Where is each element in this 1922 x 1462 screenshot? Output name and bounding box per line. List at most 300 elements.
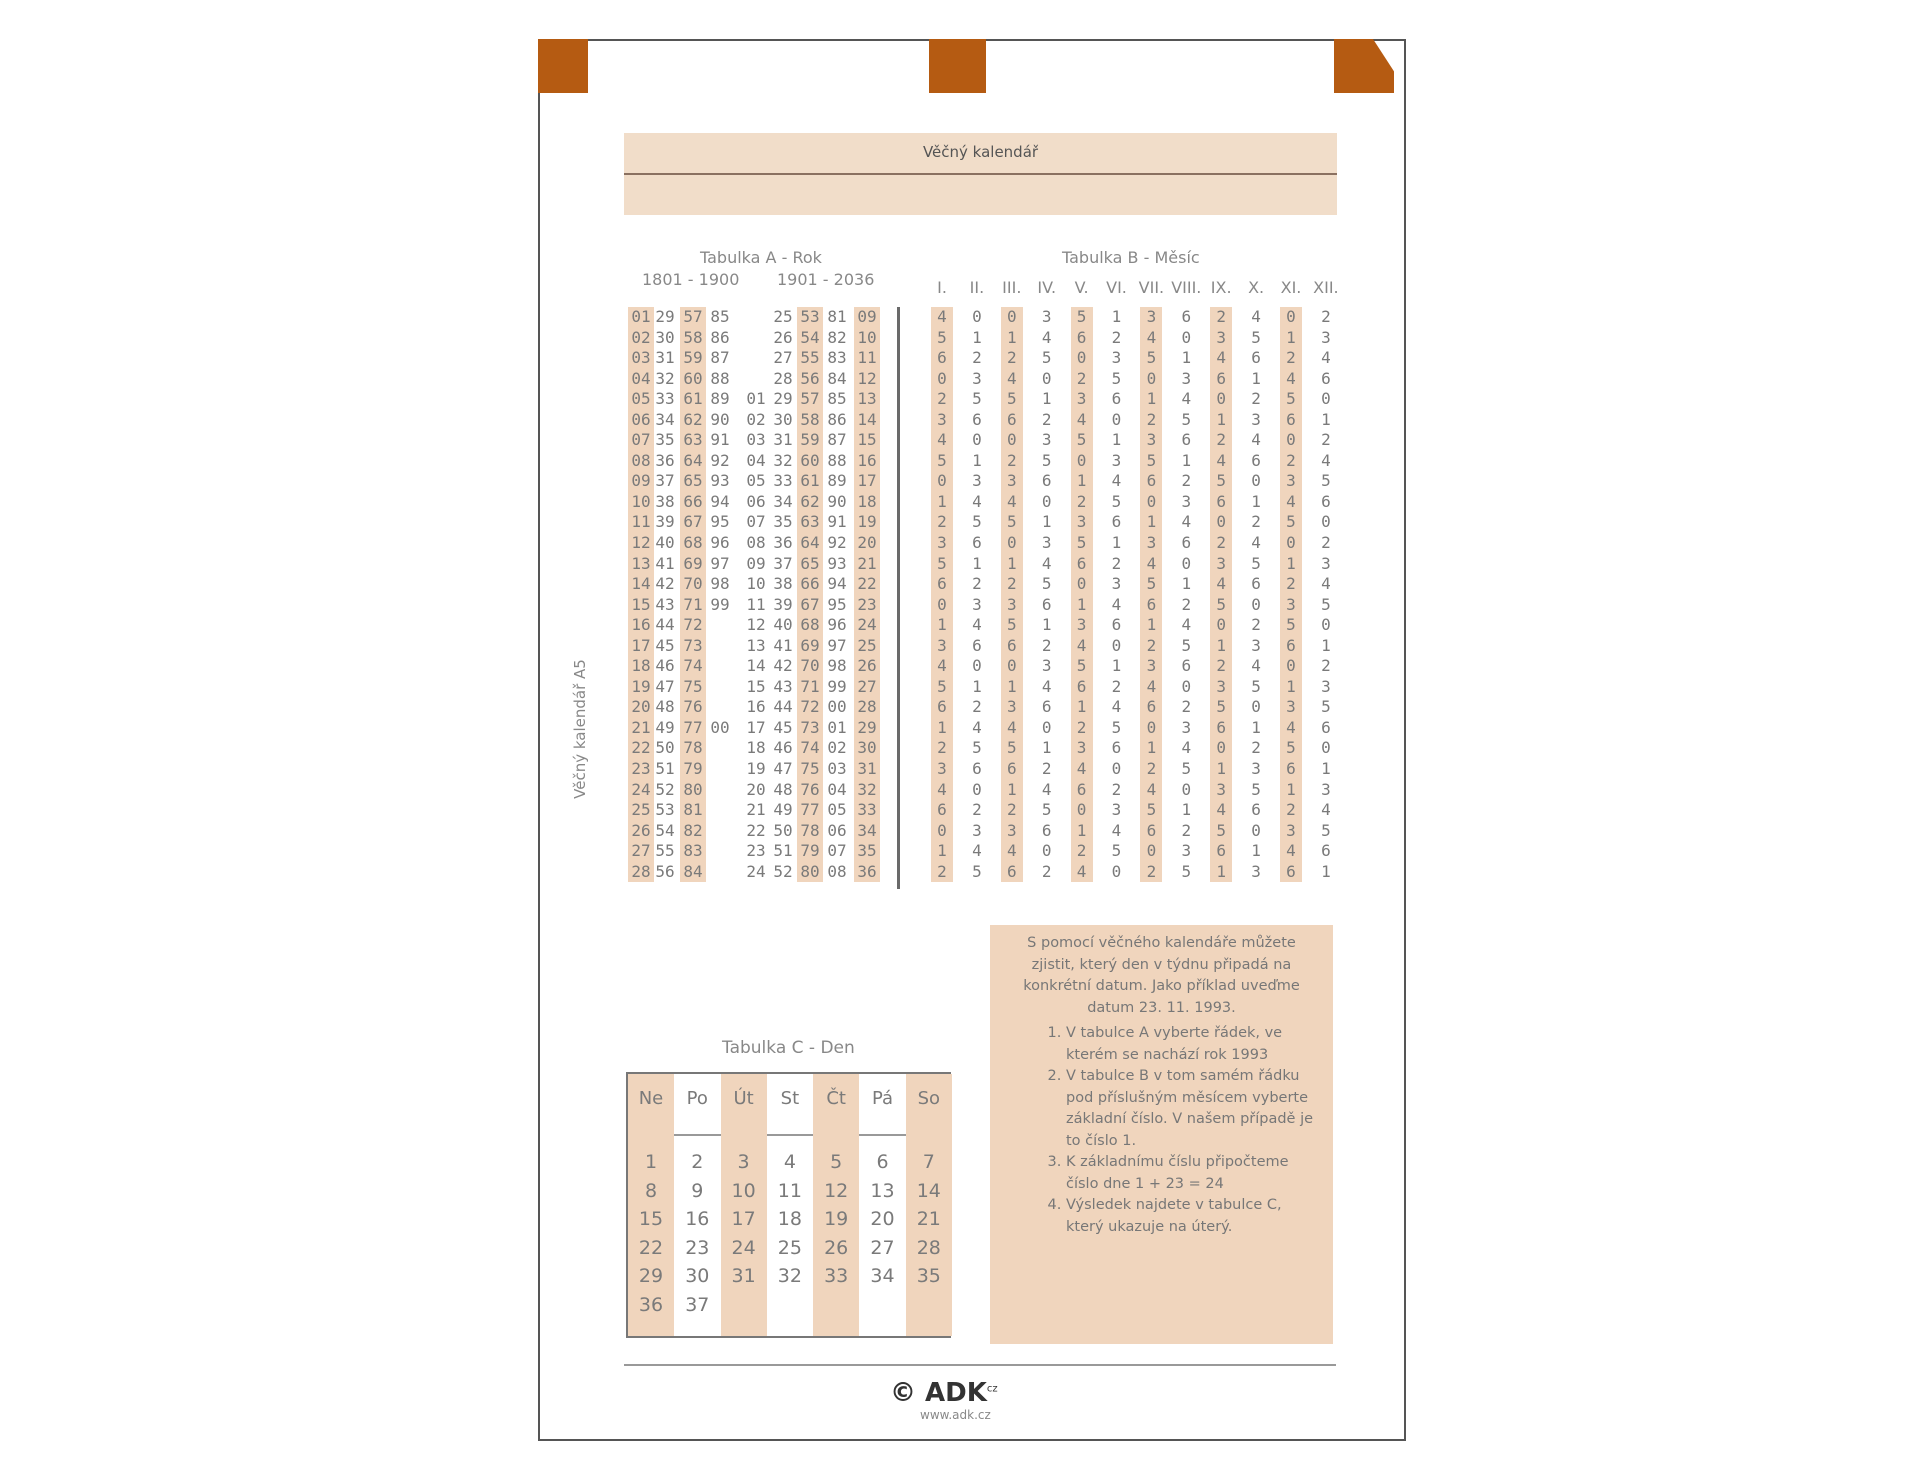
table-cell: 93 <box>827 553 847 573</box>
table-cell: 00 <box>827 697 847 717</box>
day-number: 6 <box>876 1151 889 1173</box>
table-cell: 1 <box>1006 553 1017 573</box>
month-header: VI. <box>1106 278 1127 297</box>
table-cell: 6 <box>1076 779 1087 799</box>
day-values <box>721 1148 767 1319</box>
table-cell: 35 <box>655 430 675 450</box>
table-cell: 1 <box>1076 697 1087 717</box>
table-cell: 47 <box>773 759 793 779</box>
table-divider <box>897 307 900 889</box>
day-number: 23 <box>685 1236 710 1259</box>
table-cell: 2 <box>1181 594 1192 614</box>
table-cell: 5 <box>1321 820 1331 840</box>
table-cell: 5 <box>1251 553 1261 573</box>
table-cell: 0 <box>1251 820 1261 840</box>
table-cell: 98 <box>827 656 847 676</box>
table-cell: 0 <box>972 307 982 326</box>
table-cell: 41 <box>773 635 793 655</box>
table-cell: 1 <box>1111 430 1122 450</box>
table-cell: 86 <box>827 409 847 429</box>
table-cell: 1 <box>1321 635 1331 655</box>
table-cell: 6 <box>1041 820 1052 840</box>
table-cell: 1 <box>937 491 947 511</box>
table-cell: 2 <box>1251 615 1261 635</box>
table-cell: 2 <box>1006 450 1017 470</box>
month-header: V. <box>1074 278 1089 297</box>
table-cell: 70 <box>800 656 820 676</box>
table-cell: 5 <box>1251 779 1261 799</box>
table-cell: 82 <box>827 327 847 347</box>
table-cell: 5 <box>1006 389 1017 409</box>
table-cell: 43 <box>773 676 793 696</box>
table-cell: 2 <box>972 800 982 820</box>
table-cell: 6 <box>1251 348 1261 368</box>
table-a-column <box>743 307 769 882</box>
table-cell: 80 <box>683 779 703 799</box>
table-cell: 0 <box>1146 841 1157 861</box>
table-cell: 07 <box>827 841 847 861</box>
table-cell: 11 <box>857 348 877 368</box>
table-cell: 6 <box>1216 368 1226 388</box>
table-cell: 45 <box>773 717 793 737</box>
table-cell: 5 <box>1146 348 1157 368</box>
day-number: 21 <box>916 1208 941 1230</box>
table-cell: 65 <box>800 553 820 573</box>
table-cell: 65 <box>683 471 703 491</box>
table-cell: 2 <box>1251 738 1261 758</box>
table-cell: 10 <box>631 491 651 511</box>
table-cell: 5 <box>937 450 947 470</box>
table-cell: 5 <box>1111 841 1122 861</box>
table-cell: 1 <box>1076 471 1087 491</box>
table-cell: 6 <box>1321 368 1331 388</box>
table-cell: 5 <box>1041 574 1052 594</box>
table-c-day-column <box>860 1074 906 1336</box>
table-cell: 3 <box>1076 615 1087 635</box>
table-cell: 1 <box>1006 779 1017 799</box>
table-cell: 56 <box>800 368 820 388</box>
table-cell: 5 <box>1181 635 1192 655</box>
table-cell: 55 <box>800 348 820 368</box>
table-cell: 1 <box>1286 779 1296 799</box>
table-cell: 4 <box>937 307 947 326</box>
table-cell: 1 <box>1251 491 1261 511</box>
table-cell: 28 <box>631 861 651 881</box>
table-cell: 29 <box>773 389 793 409</box>
table-cell: 1 <box>1286 327 1296 347</box>
table-cell: 4 <box>1216 450 1226 470</box>
logo-sup: cz <box>986 1383 998 1395</box>
table-cell: 10 <box>746 574 766 594</box>
table-cell: 18 <box>631 656 651 676</box>
table-cell: 4 <box>937 430 947 450</box>
day-number: 7 <box>922 1151 935 1173</box>
table-cell: 55 <box>655 841 675 861</box>
table-cell: 5 <box>1286 738 1296 758</box>
table-cell: 6 <box>1286 759 1296 779</box>
table-cell: 1 <box>1251 368 1261 388</box>
table-cell: 2 <box>1146 409 1157 429</box>
table-cell: 5 <box>1251 676 1261 696</box>
table-cell: 3 <box>1146 656 1157 676</box>
table-cell: 0 <box>1286 307 1296 326</box>
table-cell: 23 <box>746 841 766 861</box>
table-a-column <box>707 307 733 882</box>
table-cell: 85 <box>710 307 730 326</box>
table-cell: 0 <box>937 471 947 491</box>
instructions-intro: S pomocí věčného kalendáře můžete zjistit, který den v týdnu připadá na konkrétní datum. Jako příklad uveďme datum 23. 11. 1993. <box>1023 935 1300 1016</box>
table-cell: 2 <box>1041 759 1052 779</box>
table-cell: 5 <box>972 389 982 409</box>
day-number <box>860 1291 906 1320</box>
instruction-step: 2. V tabulce B v tom samém řádku pod příslušným měsícem vyberte základní číslo. V našem případě je to číslo 1. <box>1066 1066 1315 1152</box>
table-cell: 2 <box>1321 430 1331 450</box>
day-number: 10 <box>731 1179 756 1202</box>
table-cell: 21 <box>631 717 651 737</box>
table-cell: 5 <box>1216 594 1226 614</box>
table-cell: 47 <box>655 676 675 696</box>
table-cell: 1 <box>1146 389 1157 409</box>
table-cell: 0 <box>1216 389 1226 409</box>
table-cell: 22 <box>631 738 651 758</box>
table-cell: 05 <box>827 800 847 820</box>
table-cell: 04 <box>631 368 651 388</box>
table-cell: 03 <box>746 430 766 450</box>
table-cell: 1 <box>972 450 982 470</box>
table-cell: 76 <box>683 697 703 717</box>
table-cell: 3 <box>1146 533 1157 553</box>
day-values <box>906 1148 952 1319</box>
table-cell: 59 <box>683 348 703 368</box>
day-number: 3 <box>737 1151 750 1173</box>
table-cell: 87 <box>827 430 847 450</box>
table-cell: 84 <box>683 861 703 881</box>
table-cell: 94 <box>710 491 730 511</box>
table-cell: 08 <box>631 450 651 470</box>
table-cell: 18 <box>746 738 766 758</box>
table-cell: 0 <box>1286 656 1296 676</box>
table-cell: 3 <box>1216 676 1226 696</box>
day-name: So <box>917 1088 941 1109</box>
table-cell: 01 <box>631 307 651 326</box>
table-cell: 30 <box>857 738 877 758</box>
table-cell: 1 <box>1181 348 1192 368</box>
table-cell: 40 <box>773 615 793 635</box>
table-cell: 33 <box>773 471 793 491</box>
table-cell: 5 <box>1286 389 1296 409</box>
table-cell: 1 <box>1321 759 1331 779</box>
table-cell: 5 <box>1111 717 1122 737</box>
table-cell: 14 <box>857 409 877 429</box>
table-cell: 90 <box>710 409 730 429</box>
month-header: XII. <box>1313 278 1339 297</box>
table-cell: 6 <box>937 574 947 594</box>
table-cell: 6 <box>1146 594 1157 614</box>
table-cell: 3 <box>1286 697 1296 717</box>
table-cell: 4 <box>1181 615 1192 635</box>
table-cell: 69 <box>800 635 820 655</box>
table-cell: 3 <box>1146 307 1157 326</box>
table-cell: 3 <box>937 409 947 429</box>
table-cell: 4 <box>1321 450 1331 470</box>
table-cell: 4 <box>1111 697 1122 717</box>
table-cell: 1 <box>972 676 982 696</box>
table-cell: 0 <box>1146 368 1157 388</box>
day-number: 16 <box>685 1208 710 1230</box>
month-header: XI. <box>1280 278 1302 297</box>
table-cell: 11 <box>746 594 766 614</box>
day-number: 5 <box>830 1151 843 1173</box>
table-cell: 5 <box>1321 471 1331 491</box>
table-cell: 0 <box>1216 512 1226 532</box>
table-cell: 4 <box>1146 779 1157 799</box>
table-cell <box>743 307 769 328</box>
table-cell <box>707 821 733 842</box>
table-cell: 77 <box>683 717 703 737</box>
table-cell: 09 <box>857 307 877 326</box>
table-cell: 2 <box>1146 861 1157 881</box>
instructions-steps <box>990 1023 1333 1238</box>
day-number: 14 <box>916 1179 941 1202</box>
table-cell: 05 <box>631 389 651 409</box>
table-cell: 88 <box>710 368 730 388</box>
table-cell: 3 <box>972 368 982 388</box>
table-cell: 5 <box>1041 348 1052 368</box>
table-cell: 6 <box>1146 471 1157 491</box>
table-cell: 01 <box>746 389 766 409</box>
table-c-title: Tabulka C - Den <box>722 1038 855 1058</box>
table-cell: 80 <box>800 861 820 881</box>
table-cell: 81 <box>683 800 703 820</box>
table-cell: 49 <box>773 800 793 820</box>
day-name: Po <box>686 1088 708 1109</box>
table-cell: 36 <box>773 533 793 553</box>
day-number: 17 <box>731 1208 756 1230</box>
table-cell: 88 <box>827 450 847 470</box>
table-cell: 5 <box>1146 574 1157 594</box>
table-cell: 2 <box>1321 656 1331 676</box>
table-cell: 91 <box>827 512 847 532</box>
table-cell: 1 <box>1181 450 1192 470</box>
table-cell: 6 <box>1216 491 1226 511</box>
table-cell: 96 <box>827 615 847 635</box>
table-cell: 00 <box>710 717 730 737</box>
table-cell: 35 <box>857 841 877 861</box>
day-number: 15 <box>638 1208 664 1230</box>
month-header: VII. <box>1138 278 1165 297</box>
table-cell: 02 <box>631 327 651 347</box>
table-cell: 3 <box>1321 553 1331 573</box>
table-cell: 6 <box>937 800 947 820</box>
instructions-box <box>990 925 1333 1344</box>
table-cell: 6 <box>1216 841 1226 861</box>
table-cell: 5 <box>972 861 982 881</box>
table-cell: 0 <box>1006 656 1017 676</box>
table-cell: 12 <box>746 615 766 635</box>
table-cell: 6 <box>1076 676 1087 696</box>
instruction-step: 4. Výsledek najdete v tabulce C, který ukazuje na úterý. <box>1066 1195 1315 1238</box>
table-cell: 25 <box>631 800 651 820</box>
table-cell: 3 <box>1286 471 1296 491</box>
table-cell: 36 <box>655 450 675 470</box>
table-cell: 0 <box>1286 430 1296 450</box>
table-cell: 57 <box>683 307 703 326</box>
table-cell: 25 <box>773 307 793 326</box>
table-cell: 6 <box>972 635 982 655</box>
table-cell: 6 <box>1006 759 1017 779</box>
table-cell: 0 <box>937 368 947 388</box>
table-c-day-column <box>674 1074 720 1336</box>
table-cell: 40 <box>655 533 675 553</box>
day-values <box>813 1148 859 1319</box>
table-a-column <box>770 307 796 882</box>
table-cell: 6 <box>1181 307 1192 326</box>
table-cell <box>707 759 733 780</box>
table-cell: 1 <box>1111 533 1122 553</box>
table-cell: 4 <box>1006 717 1017 737</box>
table-cell: 6 <box>1041 697 1052 717</box>
table-cell: 0 <box>1041 841 1052 861</box>
table-cell: 29 <box>655 307 675 326</box>
table-cell: 4 <box>1321 800 1331 820</box>
table-c-day-column <box>906 1074 952 1336</box>
table-cell: 5 <box>1111 368 1122 388</box>
table-cell: 14 <box>746 656 766 676</box>
table-cell <box>707 800 733 821</box>
table-cell: 02 <box>746 409 766 429</box>
table-cell: 3 <box>1216 553 1226 573</box>
table-cell <box>707 656 733 677</box>
table-cell: 04 <box>827 779 847 799</box>
instruction-step: 1. V tabulce A vyberte řádek, ve kterém se nachází rok 1993 <box>1066 1023 1315 1066</box>
table-b-column <box>1140 307 1162 882</box>
table-cell: 0 <box>937 594 947 614</box>
table-b-column <box>1315 307 1337 882</box>
table-cell: 63 <box>683 430 703 450</box>
table-cell: 0 <box>937 820 947 840</box>
table-cell: 1 <box>1111 307 1122 326</box>
table-cell: 1 <box>1321 861 1331 881</box>
table-cell: 1 <box>1111 656 1122 676</box>
table-cell: 92 <box>827 533 847 553</box>
table-cell: 0 <box>972 656 982 676</box>
table-cell: 50 <box>773 820 793 840</box>
table-cell: 4 <box>1146 553 1157 573</box>
table-cell: 2 <box>1076 841 1087 861</box>
table-cell: 91 <box>710 430 730 450</box>
table-cell: 4 <box>1181 512 1192 532</box>
table-cell: 68 <box>800 615 820 635</box>
table-cell: 12 <box>631 533 651 553</box>
table-cell: 0 <box>1286 533 1296 553</box>
table-cell: 0 <box>972 430 982 450</box>
table-cell: 5 <box>1181 759 1192 779</box>
table-cell: 3 <box>1321 779 1331 799</box>
table-cell: 6 <box>1181 533 1192 553</box>
table-cell: 0 <box>1041 491 1052 511</box>
table-cell: 16 <box>631 615 651 635</box>
table-cell: 3 <box>1216 779 1226 799</box>
table-cell: 6 <box>1286 635 1296 655</box>
table-cell: 3 <box>937 533 947 553</box>
table-cell: 25 <box>857 635 877 655</box>
table-cell: 6 <box>1321 841 1331 861</box>
table-b-column <box>1071 307 1093 882</box>
table-cell: 2 <box>1041 409 1052 429</box>
table-cell: 71 <box>683 594 703 614</box>
table-cell: 89 <box>710 389 730 409</box>
table-cell: 5 <box>1076 656 1087 676</box>
table-cell: 42 <box>773 656 793 676</box>
table-cell: 94 <box>827 574 847 594</box>
table-cell: 0 <box>1251 471 1261 491</box>
table-cell: 15 <box>631 594 651 614</box>
table-cell: 16 <box>746 697 766 717</box>
table-cell: 5 <box>937 676 947 696</box>
table-cell: 1 <box>1076 594 1087 614</box>
table-cell: 3 <box>937 759 947 779</box>
table-cell: 1 <box>1041 389 1052 409</box>
table-cell: 16 <box>857 450 877 470</box>
table-cell: 14 <box>631 574 651 594</box>
table-cell: 4 <box>1111 471 1122 491</box>
table-cell: 97 <box>827 635 847 655</box>
table-cell: 27 <box>773 348 793 368</box>
table-cell: 0 <box>1181 779 1192 799</box>
table-cell: 2 <box>1006 348 1017 368</box>
table-cell: 3 <box>1321 676 1331 696</box>
table-cell: 90 <box>827 491 847 511</box>
table-cell: 38 <box>655 491 675 511</box>
table-cell: 2 <box>1286 348 1296 368</box>
table-cell: 3 <box>1111 574 1122 594</box>
table-cell: 0 <box>1146 717 1157 737</box>
table-cell: 27 <box>857 676 877 696</box>
table-cell: 0 <box>1321 738 1331 758</box>
table-cell: 99 <box>710 594 730 614</box>
table-cell: 4 <box>1286 841 1296 861</box>
table-cell: 1 <box>1181 800 1192 820</box>
table-cell: 10 <box>857 327 877 347</box>
table-cell <box>707 697 733 718</box>
table-cell: 3 <box>972 471 982 491</box>
table-cell: 68 <box>683 533 703 553</box>
table-cell: 26 <box>857 656 877 676</box>
day-number: 22 <box>638 1236 664 1259</box>
table-cell: 56 <box>655 861 675 881</box>
table-cell: 6 <box>1321 491 1331 511</box>
day-number <box>906 1291 952 1320</box>
table-cell: 06 <box>827 820 847 840</box>
table-cell: 5 <box>1321 697 1331 717</box>
table-cell: 4 <box>1286 368 1296 388</box>
day-number: 37 <box>685 1293 710 1316</box>
table-cell: 2 <box>1286 574 1296 594</box>
table-cell: 3 <box>1321 327 1331 347</box>
table-cell: 44 <box>655 615 675 635</box>
table-cell <box>707 636 733 657</box>
table-cell: 2 <box>1006 800 1017 820</box>
table-cell: 1 <box>1216 861 1226 881</box>
table-cell <box>707 738 733 759</box>
table-cell: 08 <box>827 861 847 881</box>
table-cell: 3 <box>1006 471 1017 491</box>
table-cell: 30 <box>773 409 793 429</box>
table-cell: 5 <box>972 738 982 758</box>
table-cell: 52 <box>773 861 793 881</box>
table-cell: 77 <box>800 800 820 820</box>
table-cell: 19 <box>631 676 651 696</box>
